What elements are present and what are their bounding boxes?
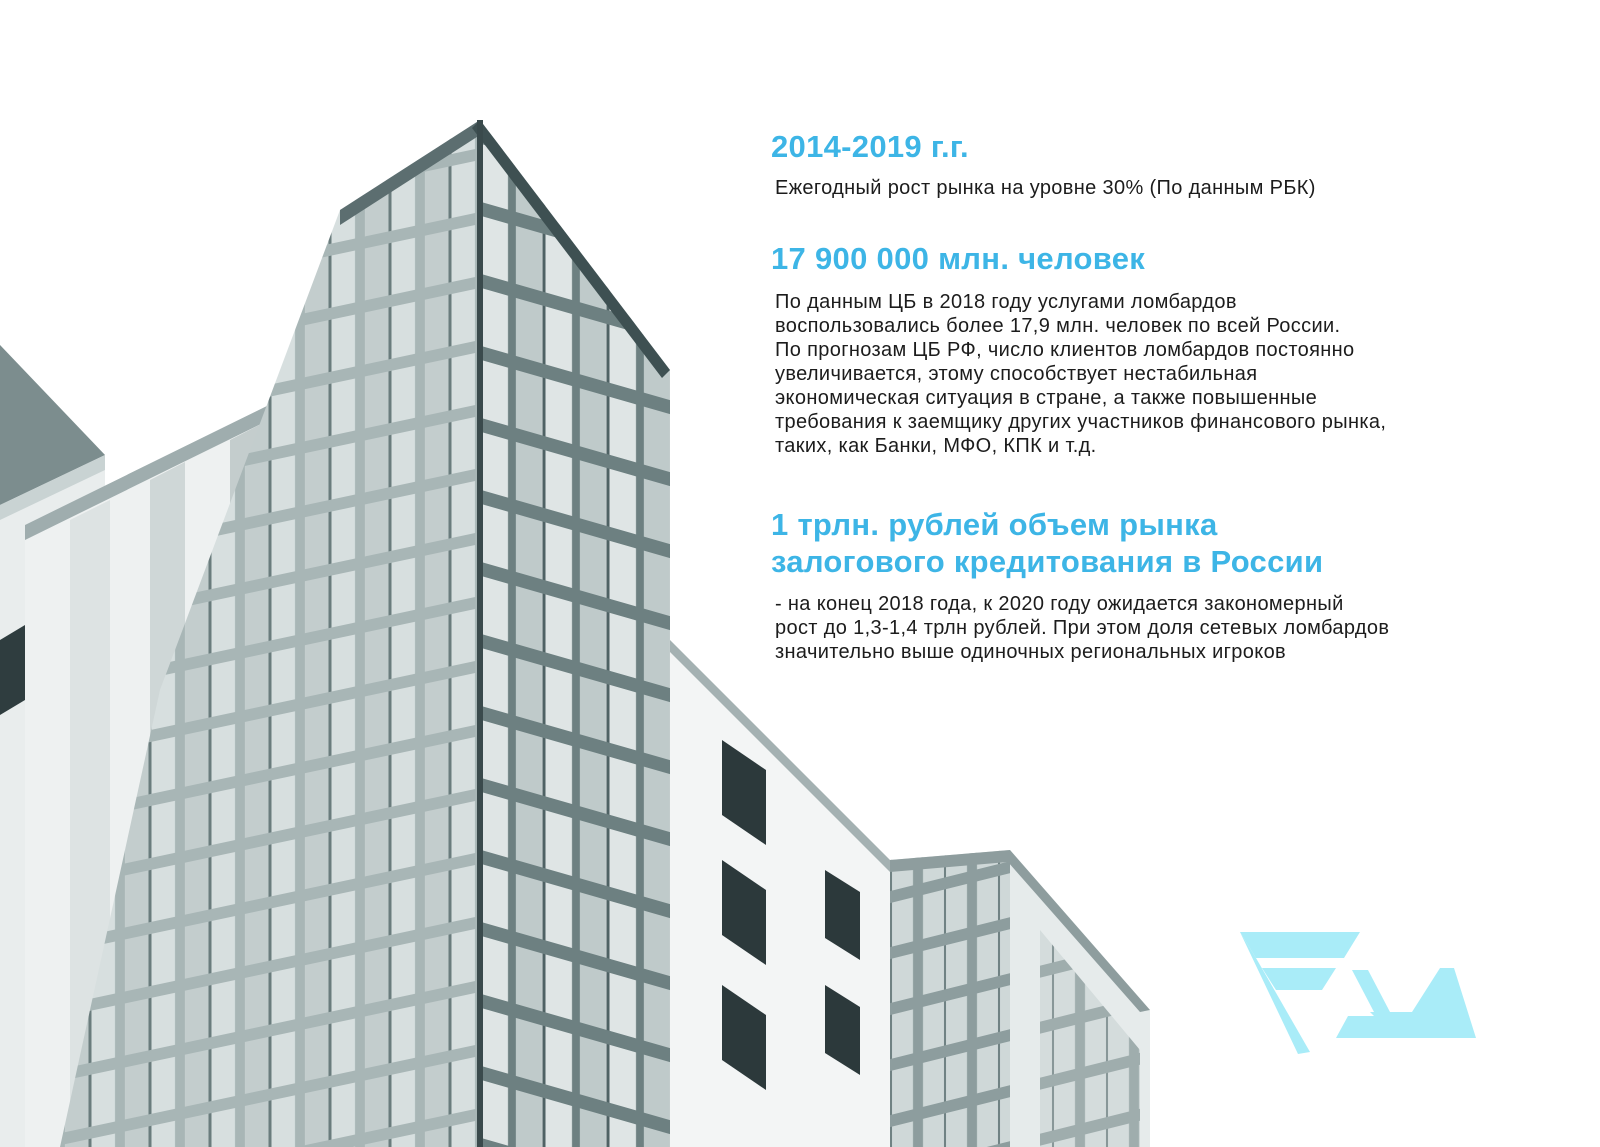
body-line: воспользовались более 17,9 млн. человек по всей России. (775, 315, 1341, 337)
body-line: требования к заемщику других участников финансового рынка, (775, 411, 1387, 433)
body-line: По прогнозам ЦБ РФ, число клиентов ломбардов постоянно (775, 339, 1355, 361)
body-line: По данным ЦБ в 2018 году услугами ломбардов (775, 291, 1237, 313)
body-line: рост до 1,3-1,4 трлн рублей. При этом доля сетевых ломбардов (775, 617, 1390, 639)
body-market-volume (775, 592, 1389, 664)
heading-line: залогового кредитования в России (771, 544, 1324, 579)
heading-market-volume (771, 506, 1323, 580)
body-line: увеличивается, этому способствует нестабильная (775, 363, 1258, 385)
heading-line: 2014-2019 г.г. (771, 129, 969, 164)
body-line: - на конец 2018 года, к 2020 году ожидается закономерный (775, 593, 1344, 615)
heading-clients (771, 240, 1145, 277)
body-market-growth (775, 176, 1316, 200)
body-line: таких, как Банки, МФО, КПК и т.д. (775, 435, 1097, 457)
heading-line: 1 трлн. рублей объем рынка (771, 507, 1218, 542)
body-clients (775, 290, 1386, 458)
heading-line: 17 900 000 млн. человек (771, 241, 1146, 276)
body-line: Ежегодный рост рынка на уровне 30% (По данным РБК) (775, 177, 1316, 199)
heading-years (771, 128, 969, 165)
body-line: экономическая ситуация в стране, а также повышенные (775, 387, 1318, 409)
fl-logo (1240, 932, 1480, 1057)
body-line: значительно выше одиночных региональных игроков (775, 641, 1287, 663)
